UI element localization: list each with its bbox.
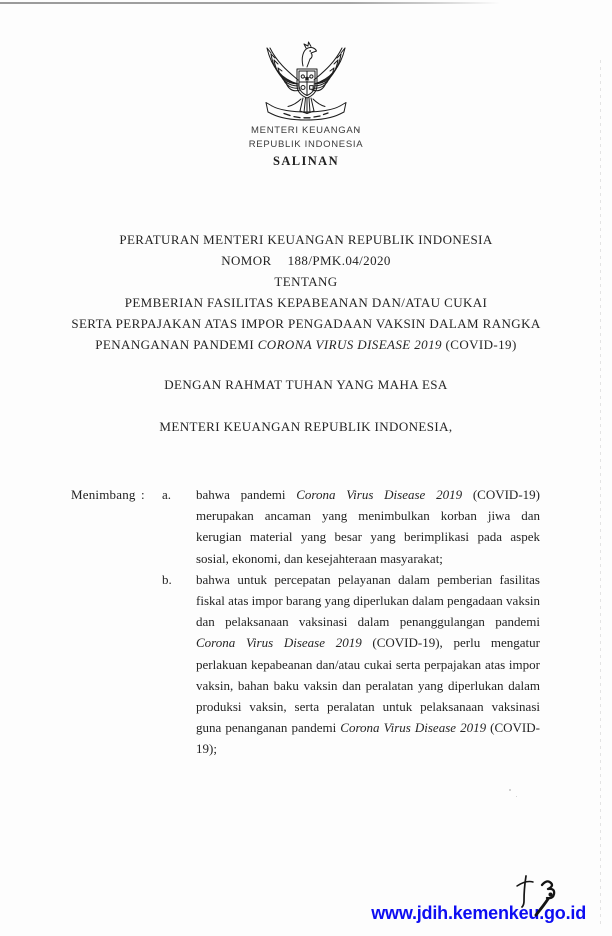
considerations-section: [71, 484, 541, 760]
text-segment: (COVID-19): [441, 337, 517, 352]
text-segment-italic: CORONA VIRUS DISEASE 2019: [257, 337, 442, 352]
consideration-item-a: [162, 484, 540, 569]
scan-artifact-vline: [600, 60, 601, 928]
copy-label: SALINAN: [272, 154, 340, 168]
text-segment-italic: Corona Virus Disease 2019: [340, 720, 487, 736]
subject-line-1: PEMBERIAN FASILITAS KEPABEANAN DAN/ATAU CUKAI: [124, 295, 488, 310]
item-letter: b.: [162, 571, 172, 587]
tentang-label: TENTANG: [274, 274, 338, 289]
ministry-name-line2: REPUBLIK INDONESIA: [248, 138, 364, 150]
text-segment: (COVID-19);: [196, 720, 540, 757]
ministry-name-line1: MENTERI KEUANGAN: [251, 125, 361, 136]
scan-noise-dot: [516, 796, 517, 797]
item-letter: a.: [162, 487, 172, 502]
text-segment: bahwa untuk percepatan pelayanan dalam pemberian fasilitas fiskal atas impor barang yang diperlukan dalam pengadaan vaksin dan pelaksanaan vaksinasi dalam penanggulangan pandemi: [196, 571, 540, 630]
text-segment-italic: Corona Virus Disease 2019: [296, 487, 463, 502]
garuda-pancasila-emblem: [260, 40, 352, 124]
nomor-value: 188/PMK.04/2020: [287, 253, 391, 268]
menimbang-colon: :: [141, 487, 145, 502]
text-segment: (COVID-19) merupakan ancaman yang menimbulkan korban jiwa dan kerugian material yang besar yang berimplikasi pada aspek sosial, ekonomi, dan kesejahteraan masyarakat;: [196, 487, 540, 566]
invocation-line: DENGAN RAHMAT TUHAN YANG MAHA ESA: [164, 377, 448, 392]
handwritten-initial-mark: [502, 868, 566, 924]
consideration-items: [162, 484, 540, 760]
scan-edge-line: [0, 2, 500, 4]
emblem-container: [0, 40, 612, 129]
scan-noise-dot: [509, 789, 511, 791]
subject-line-2: SERTA PERPAJAKAN ATAS IMPOR PENGADAAN VAKSIN DALAM RANGKA: [71, 316, 541, 331]
text-segment-italic: Corona Virus Disease 2019: [196, 635, 362, 651]
jdih-watermark-url: www.jdih.kemenkeu.go.id: [371, 903, 586, 923]
consideration-item-b: [162, 569, 540, 760]
regulation-number-line: [0, 250, 612, 271]
regulation-title-line: PERATURAN MENTERI KEUANGAN REPUBLIK INDONESIA: [119, 232, 493, 247]
nomor-label: NOMOR: [221, 253, 272, 268]
text-segment: PENANGANAN PANDEMI: [95, 337, 258, 352]
text-segment: bahwa pandemi: [196, 487, 297, 502]
text-segment: (COVID-19), perlu mengatur perlakuan kepabeanan dan/atau cukai serta perpajakan atas impor vaksin, bahan baku vaksin dan peralatan yang diperlukan dalam produksi vaksin, serta peralatan untuk pelaksanaan vaksinasi guna penanganan pandemi: [196, 635, 540, 736]
subject-line-3: [0, 334, 612, 355]
regulation-title-block: [0, 229, 612, 355]
menimbang-label: Menimbang: [71, 487, 136, 502]
authority-line: MENTERI KEUANGAN REPUBLIK INDONESIA,: [159, 419, 453, 434]
